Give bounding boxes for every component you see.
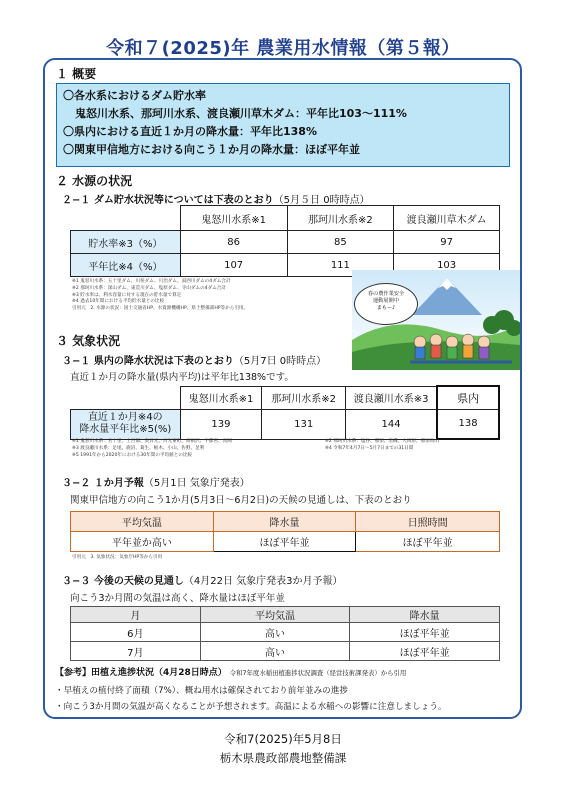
rain-watarase: 144 bbox=[346, 409, 438, 439]
rain-note-2: ※2 那珂川水系：塩谷、那須、黒磯、大田原、那須烏山 bbox=[325, 439, 439, 444]
ratio-naka: 111 bbox=[287, 254, 394, 277]
section-3-3-heading bbox=[62, 572, 343, 587]
forecast-sunshine: ほぼ平年並 bbox=[356, 532, 500, 552]
dam-note-3: ※3 貯水率は、利水容量に対する現在の貯水量で算定 bbox=[72, 292, 182, 298]
section-2-1-date: （5月５日 0時時点） bbox=[273, 195, 370, 206]
rainfall-notes-left bbox=[72, 439, 232, 459]
summary-box bbox=[56, 83, 510, 167]
summary-line-1: 〇各水系におけるダム貯水率 bbox=[63, 89, 206, 102]
three-month-june-rain: ほぼ平年並 bbox=[350, 623, 500, 642]
footer-org: 栃木県農政部農地整備課 bbox=[219, 751, 347, 765]
forecast-header-temp: 平均気温 bbox=[71, 512, 214, 532]
section-3-2-date: （5月1日 気象庁発表） bbox=[143, 478, 250, 489]
reference-label: 【参考】 bbox=[55, 668, 92, 678]
rain-note-3: ※3 渡良瀬川水系：足尾、鹿沼、葛生、栃木、小山、佐野、足利 bbox=[72, 445, 205, 451]
one-month-forecast-text: 関東甲信地方の向こう1か月(5月3日～6月2日)の天候の見通しは、下表のとおり bbox=[70, 495, 412, 506]
forecast-temp: 平年並か高い bbox=[71, 532, 214, 552]
header-naka: 那珂川水系※2 bbox=[287, 206, 394, 231]
section-3-3-date: （4月22日 気象庁発表3か月予報） bbox=[183, 576, 343, 587]
dam-storage-table bbox=[70, 205, 500, 277]
header-watarase: 渡良瀬川草木ダム bbox=[394, 206, 500, 231]
dam-note-1: ※1 鬼怒川水系：五十里ダム、川俣ダム、川治ダム、湯西川ダムの4ダム合計 bbox=[72, 279, 231, 284]
storage-kinu: 86 bbox=[180, 231, 287, 254]
section-3-2-heading bbox=[62, 474, 250, 489]
three-month-july-rain: ほぼ平年並 bbox=[350, 642, 500, 661]
forecast-rain: ほぼ平年並 bbox=[213, 532, 356, 552]
dam-notes bbox=[72, 279, 248, 313]
section-3-heading: ３ 気象状況 bbox=[56, 334, 121, 348]
three-month-june: 6月 bbox=[71, 623, 201, 642]
section-3-1-date: （5月7日 0時時点） bbox=[233, 356, 327, 367]
three-month-header-temp: 平均気温 bbox=[200, 607, 350, 623]
three-month-june-temp: 高い bbox=[200, 623, 350, 642]
section-2-1-heading bbox=[62, 191, 370, 206]
three-month-july: 7月 bbox=[71, 642, 201, 661]
rain-header-watarase: 渡良瀬川水系※3 bbox=[346, 386, 438, 409]
header-kinu: 鬼怒川水系※1 bbox=[180, 206, 287, 231]
rain-header-naka: 那珂川水系※2 bbox=[262, 386, 346, 409]
table-row bbox=[71, 623, 500, 642]
reference-heading-line bbox=[55, 665, 447, 678]
rain-prefecture: 138 bbox=[437, 409, 499, 439]
speech-bubble bbox=[354, 283, 418, 325]
bubble-text: 春の農作業安全 運動展開中 まもー♪ bbox=[367, 291, 405, 311]
one-month-forecast-table bbox=[70, 511, 500, 552]
forecast-header-sunshine: 日照時間 bbox=[356, 512, 500, 532]
rain-row-label: 直近１か月※4の 降水量平年比※5(%) bbox=[71, 409, 181, 439]
section-3-3-title: ３−３ 今後の天候の見通し bbox=[62, 576, 184, 587]
section-3-1-heading bbox=[62, 352, 326, 367]
ratio-watarase: 103 bbox=[394, 254, 500, 277]
rain-header-prefecture: 県内 bbox=[437, 386, 499, 409]
row-label-storage: 貯水率※3（%） bbox=[71, 231, 181, 254]
storage-naka: 85 bbox=[287, 231, 394, 254]
summary-line-3: 〇県内における直近１か月の降水量：平年比138% bbox=[63, 125, 317, 138]
forecast-header-rain: 降水量 bbox=[213, 512, 356, 532]
summary-line-2: 鬼怒川水系、那珂川水系、渡良瀬川草木ダム：平年比103～111% bbox=[75, 107, 407, 120]
rainfall-summary-text: 直近１か月の降水量(県内平均)は平年比138%です。 bbox=[70, 372, 294, 383]
section-3-2-title: ３−２ １か月予報 bbox=[62, 478, 144, 489]
reference-bullet-1: ・早植えの植付終了面積（7%）、概ね用水は確保されており前年並みの進捗 bbox=[55, 686, 348, 696]
storage-watarase: 97 bbox=[394, 231, 500, 254]
section-2-1-title: ２−１ ダム貯水状況等については下表のとおり bbox=[62, 195, 274, 206]
rain-header-kinu: 鬼怒川水系※1 bbox=[180, 386, 262, 409]
summary-line-4: 〇関東甲信地方における向こう１か月の降水量：ほぼ平年並 bbox=[63, 143, 360, 156]
rain-note-1: ※1 鬼怒川水系：五十里、土呂部、奥日光、日光東町、高根沢、宇都宮、真岡 bbox=[72, 439, 232, 444]
section-3-1-title: ３−１ 県内の降水状況は下表のとおり bbox=[62, 356, 234, 367]
section-2-heading: ２ 水源の状況 bbox=[56, 174, 133, 188]
rainfall-table-corner bbox=[71, 386, 181, 409]
reference-heading: 田植え進捗状況（4月28日時点） bbox=[91, 668, 227, 678]
ratio-kinu: 107 bbox=[180, 254, 287, 277]
rainfall-notes-right bbox=[325, 439, 439, 453]
table-row bbox=[71, 642, 500, 661]
three-month-july-temp: 高い bbox=[200, 642, 350, 661]
rainfall-table bbox=[70, 385, 500, 440]
dam-note-2: ※2 那珂川水系：深山ダム、東荒川ダム、塩原ダム、寺山ダムの4ダム合計 bbox=[72, 285, 226, 291]
table-corner bbox=[71, 206, 181, 231]
three-month-forecast-table bbox=[70, 606, 500, 661]
section-1-heading: １ 概要 bbox=[56, 67, 97, 81]
three-month-header-rain: 降水量 bbox=[350, 607, 500, 623]
dam-note-4: ※4 過去10年間における平均貯水量との比較 bbox=[72, 299, 165, 305]
three-month-header-month: 月 bbox=[71, 607, 201, 623]
three-month-forecast-text: 向こう3か月間の気温は高く、降水量はほぼ平年並 bbox=[70, 593, 285, 604]
dam-note-5: 引用元 2. 水源の状況：国土交通省HP、水資源機構HP、県土整備部HP等から引用。 bbox=[72, 306, 249, 312]
page-title: 令和７(2025)年 農業用水情報（第５報） bbox=[106, 38, 460, 59]
rain-note-5: ※5 1991年から2020年における30年間の平均値との比較 bbox=[72, 452, 193, 458]
rain-note-4: ※4 令和7年4月7日～5月7日までの31日間 bbox=[325, 445, 414, 451]
reference-section bbox=[55, 665, 447, 712]
reference-source: 令和7年度水稲田植進捗状況調査（経営技術課発表）から引用 bbox=[229, 669, 407, 677]
forecast-source-note: 引用元 3. 気象状況：気象庁HP等から引用 bbox=[72, 555, 163, 560]
rain-kinu: 139 bbox=[180, 409, 262, 439]
rain-naka: 131 bbox=[262, 409, 346, 439]
row-label-ratio: 平年比※4（%） bbox=[71, 254, 181, 277]
footer-date: 令和7(2025)年5月8日 bbox=[224, 732, 342, 746]
reference-bullet-2: ・向こう3か月間の気温が高くなることが予想されます。高温による水稲への影響に注意しましょう。 bbox=[55, 702, 447, 712]
